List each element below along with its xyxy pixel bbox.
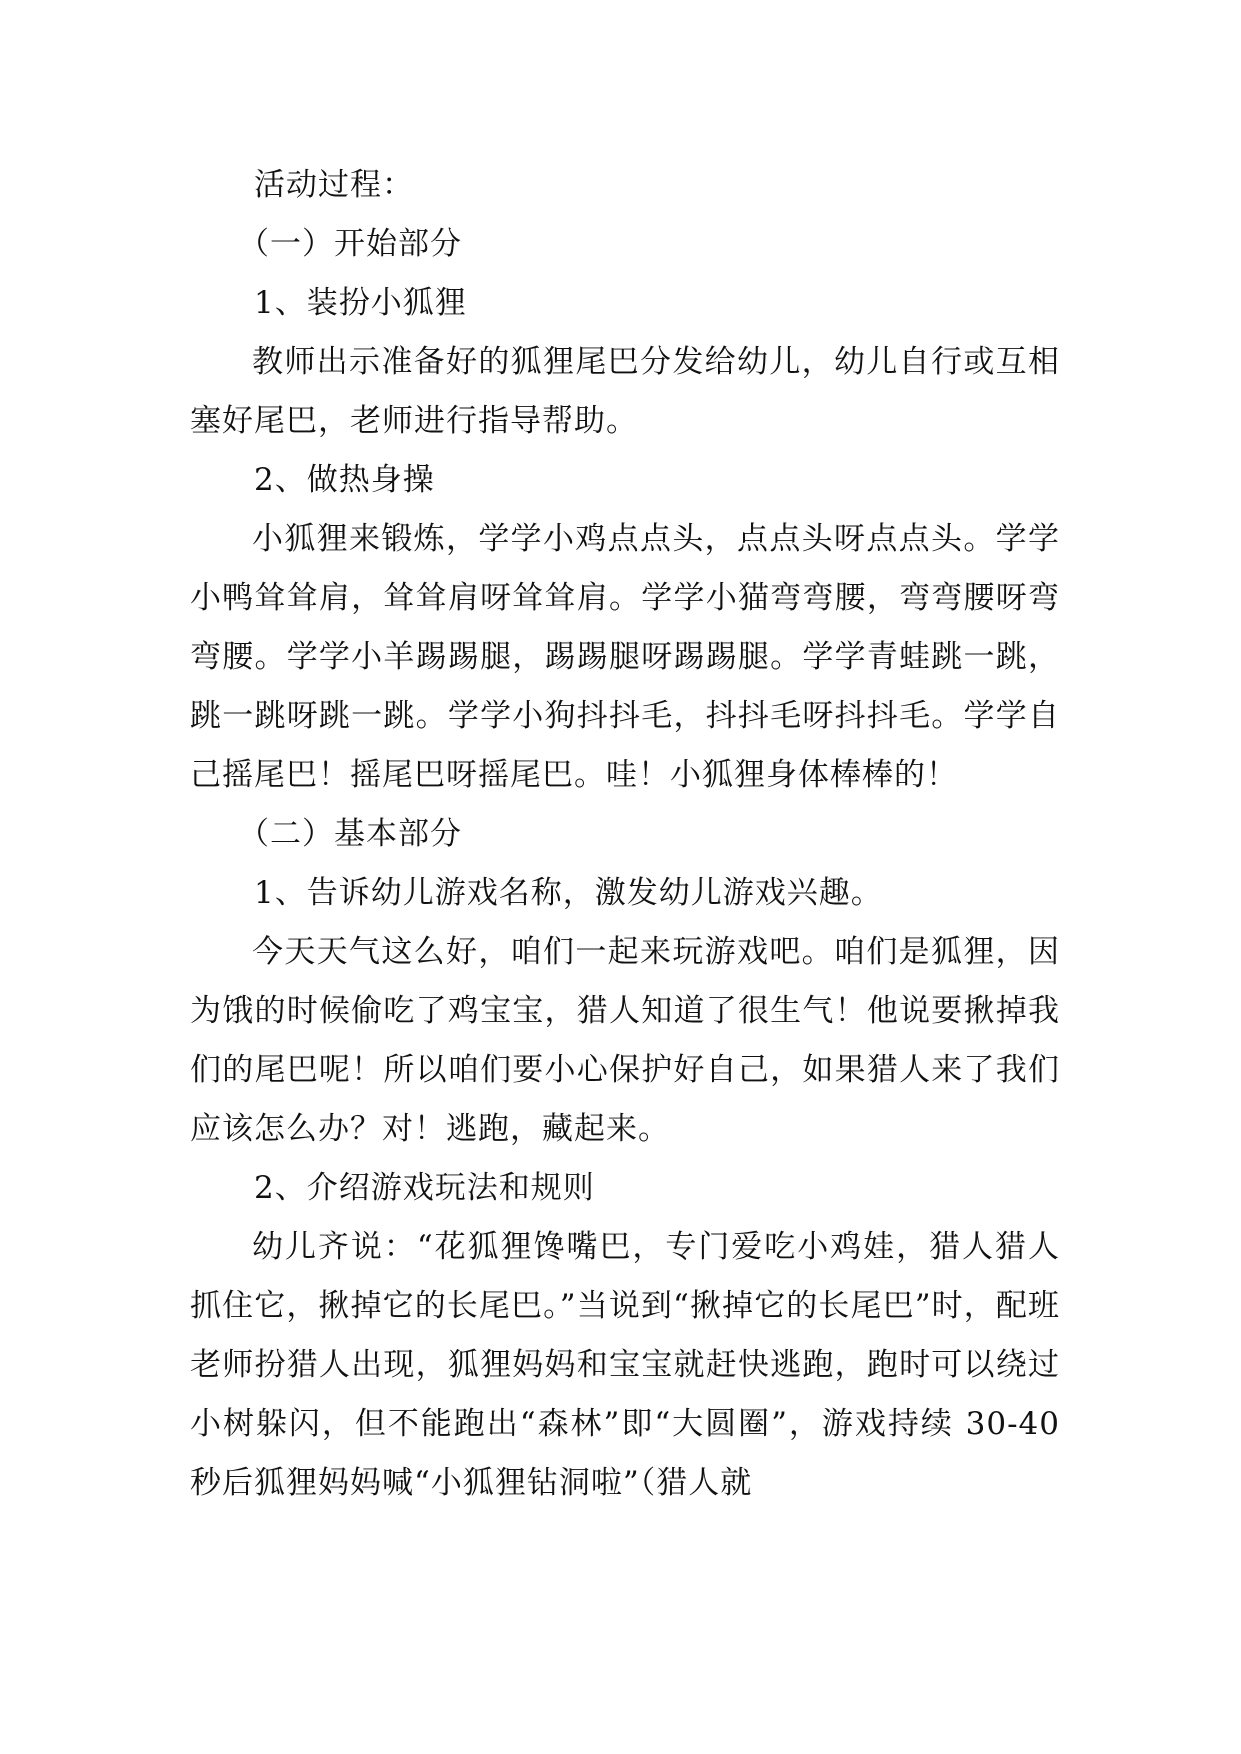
section-1-heading: （一）开始部分 xyxy=(238,226,462,262)
section-1-item-1-title: 1、装扮小狐狸 xyxy=(254,285,467,321)
section-2-item-1-title: 1、告诉幼儿游戏名称，激发幼儿游戏兴趣。 xyxy=(254,875,883,911)
section-2-item-1-text: 今天天气这么好，咱们一起来玩游戏吧。咱们是狐狸，因为饿的时候偷吃了鸡宝宝，猎人知道了很生气！他说要揪掉我们的尾巴呢！所以咱们要小心保护好自己，如果猎人来了我们应该怎么办？对！逃跑，藏起来。 xyxy=(190,934,1060,1147)
section-2-heading: （二）基本部分 xyxy=(238,816,462,852)
process-title: 活动过程： xyxy=(254,167,414,203)
section-1-item-2-text: 小狐狸来锻炼，学学小鸡点点头，点点头呀点点头。学学小鸭耸耸肩，耸耸肩呀耸耸肩。学学小猫弯弯腰，弯弯腰呀弯弯腰。学学小羊踢踢腿，踢踢腿呀踢踢腿。学学青蛙跳一跳，跳一跳呀跳一跳。学学小狗抖抖毛，抖抖毛呀抖抖毛。学学自己摇尾巴！摇尾巴呀摇尾巴。哇！小狐狸身体棒棒的！ xyxy=(190,521,1060,793)
document-body xyxy=(190,156,1060,1513)
section-1-item-1-text: 教师出示准备好的狐狸尾巴分发给幼儿，幼儿自行或互相塞好尾巴，老师进行指导帮助。 xyxy=(190,344,1060,439)
section-2-item-2-title: 2、介绍游戏玩法和规则 xyxy=(254,1170,595,1206)
section-2-item-2-text: 幼儿齐说：“花狐狸馋嘴巴，专门爱吃小鸡娃，猎人猎人抓住它，揪掉它的长尾巴。”当说到“揪掉它的长尾巴”时，配班老师扮猎人出现，狐狸妈妈和宝宝就赶快逃跑，跑时可以绕过小树躲闪，但不能跑出“森林”即“大圆圈”，游戏持续 30-40 秒后狐狸妈妈喊“小狐狸钻洞啦”（猎人就 xyxy=(190,1229,1060,1501)
section-1-item-2-title: 2、做热身操 xyxy=(254,462,435,498)
